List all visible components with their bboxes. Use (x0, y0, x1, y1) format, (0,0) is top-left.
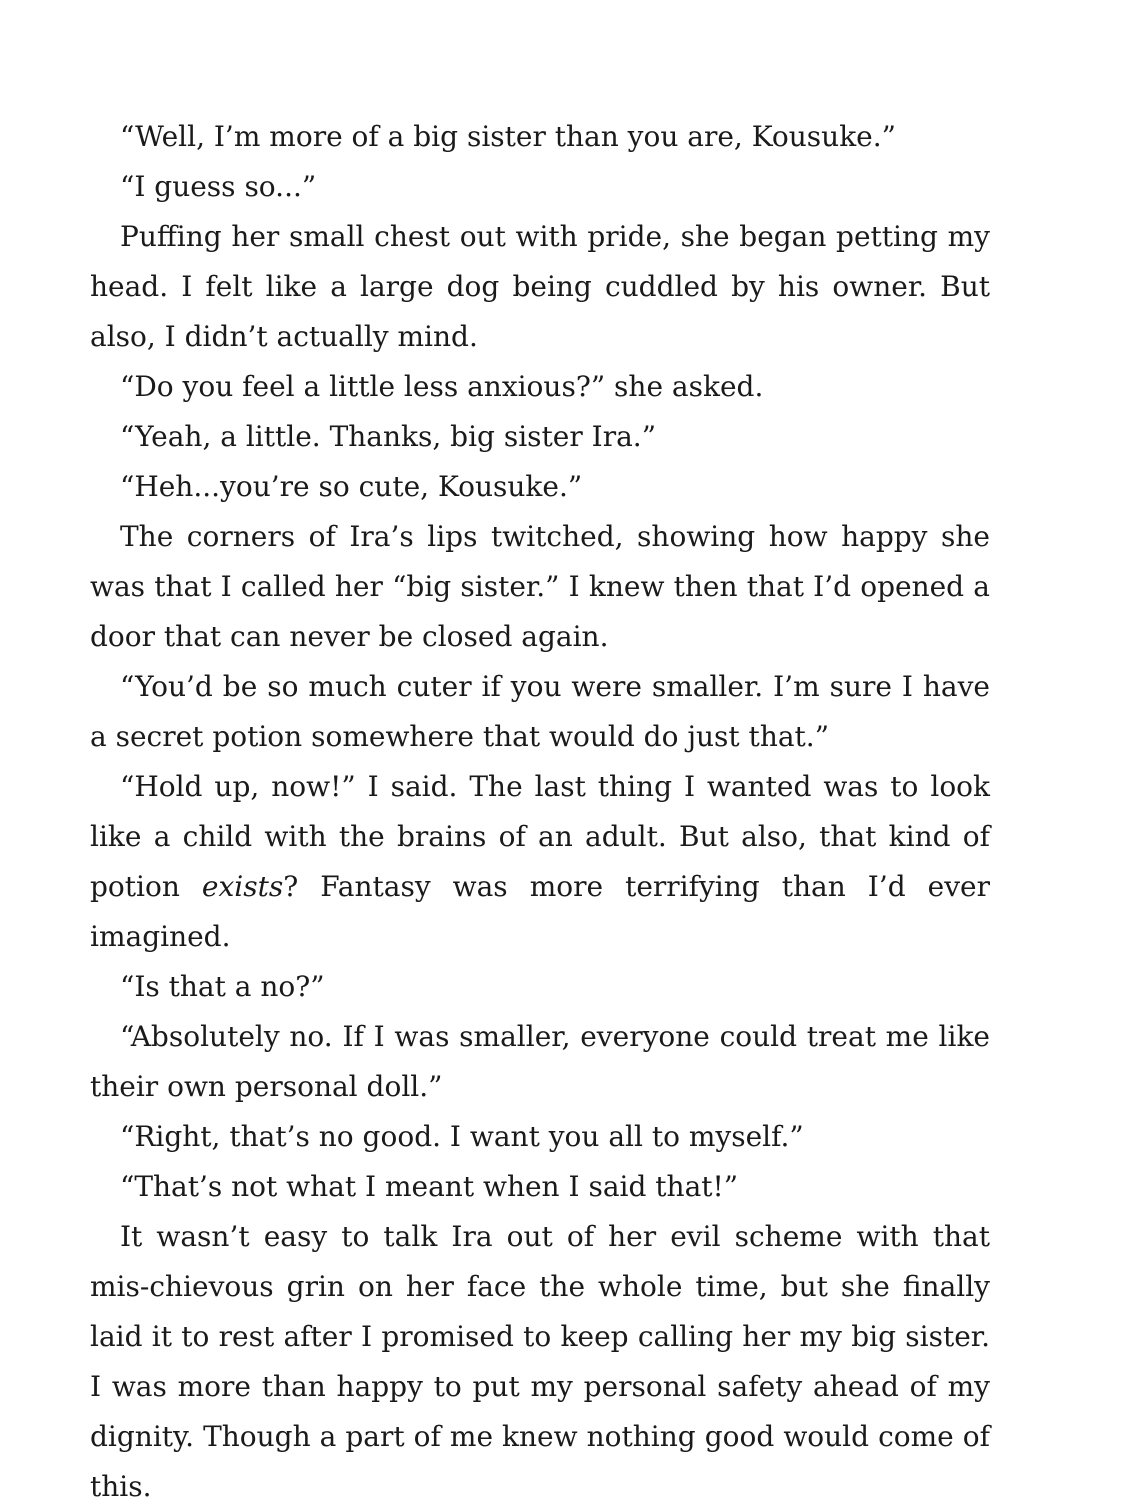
paragraph (90, 762, 990, 962)
page-body-text (90, 112, 990, 1512)
paragraph: “Heh...you’re so cute, Kousuke.” (120, 470, 583, 503)
paragraph: “Right, that’s no good. I want you all to myself.” (120, 1120, 804, 1153)
paragraph: “Absolutely no. If I was smaller, everyone could treat me like their own personal doll.” (90, 1020, 990, 1103)
paragraph: “You’d be so much cuter if you were smaller. I’m sure I have a secret potion somewhere that would do just that.” (90, 670, 990, 753)
emphasized-word: exists (201, 870, 284, 903)
paragraph: “That’s not what I meant when I said that!” (120, 1170, 739, 1203)
paragraph: “Do you feel a little less anxious?” she asked. (120, 370, 764, 403)
paragraph: “Yeah, a little. Thanks, big sister Ira.” (120, 420, 657, 453)
paragraph: Puffing her small chest out with pride, she began petting my head. I felt like a large dog being cuddled by his owner. But also, I didn’t actually mind. (90, 220, 990, 353)
paragraph: “Is that a no?” (120, 970, 325, 1003)
paragraph: “I guess so...” (120, 170, 317, 203)
paragraph: “Well, I’m more of a big sister than you are, Kousuke.” (120, 120, 896, 153)
paragraph: It wasn’t easy to talk Ira out of her evil scheme with that mis-chievous grin on her face the whole time, but she finally laid it to rest after I promised to keep calling her my big sister. I was more than happy to put my personal safety ahead of my dignity. Though a part of me knew nothing good would come of this. (90, 1220, 990, 1503)
paragraph-text: “Hold up, now!” I said. The last thing I wanted was to look like a child with the brains of an adult. But also, that kind of potion (90, 770, 990, 903)
paragraph: The corners of Ira’s lips twitched, showing how happy she was that I called her “big sister.” I knew then that I’d opened a door that can never be closed again. (90, 520, 990, 653)
paragraph-text: ? Fantasy was more terrifying than I’d ever imagined. (90, 870, 990, 953)
